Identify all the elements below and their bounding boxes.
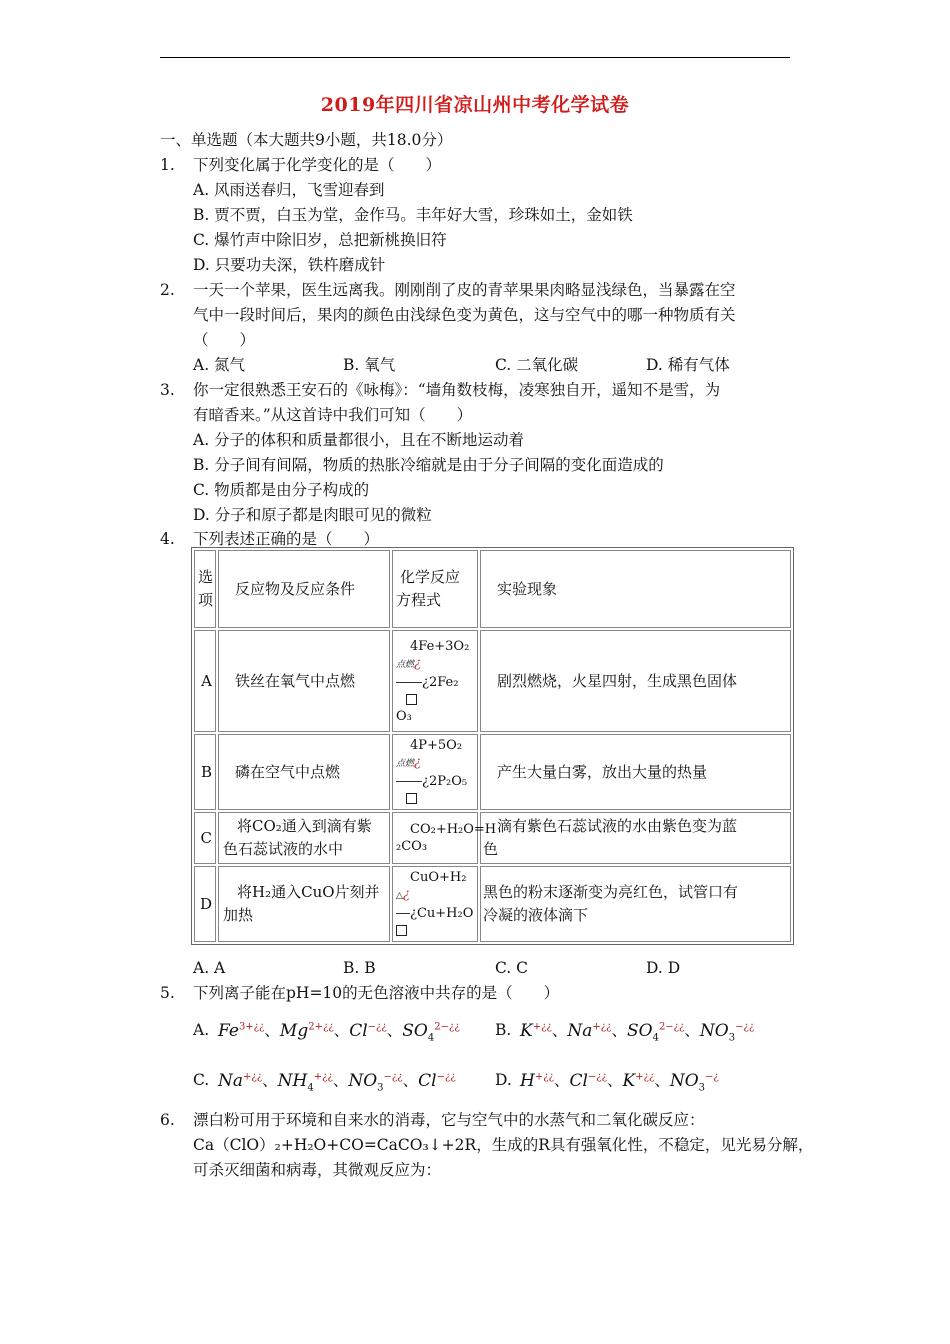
table-header-row <box>194 550 791 628</box>
ion-separator: 、 <box>386 1021 403 1040</box>
row-phenomenon <box>480 812 791 864</box>
ion-base: SO <box>402 1020 428 1041</box>
ion-base: SO <box>626 1020 653 1041</box>
ion-base: NO <box>699 1020 729 1041</box>
ion-charge: −¿¿ <box>436 1071 456 1082</box>
question-stem-line: Ca（ClO）₂+H₂O+CO=CaCO₃↓+2R，生成的R具有强氧化性，不稳定，见光易分解， <box>193 1136 814 1154</box>
equation-products: ¿2Fe₂ <box>422 674 459 690</box>
equation-arrow <box>396 886 474 939</box>
ion-charge: +¿¿ <box>635 1071 655 1082</box>
option-c-label: C. <box>193 1071 210 1089</box>
ion-charge: 2−¿¿ <box>434 1021 460 1032</box>
equation-glyph: ¿ <box>402 887 410 902</box>
header-equation <box>392 550 478 628</box>
equation-line: CO₂+H₂O=H <box>410 822 497 837</box>
question-stem: 下列变化属于化学变化的是（ ） <box>193 156 442 174</box>
option-c: C. C <box>495 959 529 977</box>
reactants-line: 色石蕊试液的水中 <box>223 840 344 858</box>
ion-formula <box>520 1021 552 1041</box>
ion-base: Cl <box>569 1070 588 1091</box>
ion-formula <box>348 1070 403 1094</box>
ion-subscript: 3 <box>377 1082 384 1094</box>
ion-formula <box>349 1021 387 1041</box>
equation-bar <box>396 781 422 782</box>
question-stem-line: （ ） <box>193 331 256 349</box>
row-option: D <box>194 866 216 942</box>
ion-charge: +¿¿ <box>534 1071 554 1082</box>
ion-formula <box>623 1071 655 1091</box>
option-d: D. 只要功夫深，铁杵磨成针 <box>193 256 386 274</box>
row-phenomenon <box>480 866 791 942</box>
option-a: A. A <box>193 959 226 977</box>
ion-base: K <box>520 1020 533 1041</box>
equation-products: ¿Cu+H₂O <box>410 906 474 921</box>
ion-base: Fe <box>218 1020 239 1041</box>
ion-formula <box>218 1071 262 1091</box>
equation-line: ₂CO₃ <box>396 839 428 854</box>
equation-tail: O₃ <box>396 708 412 724</box>
option-b: B. 氧气 <box>343 356 396 374</box>
ion-separator: 、 <box>402 1071 419 1090</box>
ion-charge: +¿¿ <box>592 1021 612 1032</box>
ion-formula <box>626 1020 685 1044</box>
question-stem-line: 一天一个苹果，医生远离我。刚刚削了皮的青苹果果肉略显浅绿色，当暴露在空 <box>193 281 736 299</box>
row-reactants: 磷在空气中点燃 <box>218 734 390 810</box>
question-stem-line: 气中一段时间后，果肉的颜色由浅绿色变为黄色，这与空气中的哪一种物质有关 <box>193 306 736 324</box>
table-row <box>194 866 791 942</box>
question-number: 2. <box>160 281 175 299</box>
ion-base: Cl <box>418 1070 437 1091</box>
option-b-label: B. <box>495 1021 512 1039</box>
question-stem: 下列离子能在pH=10的无色溶液中共存的是（ ） <box>193 984 560 1002</box>
phenomenon-line: 滴有紫色石蕊试液的水由紫色变为蓝 <box>497 817 738 835</box>
ion-separator: 、 <box>654 1071 670 1090</box>
row-reactants <box>218 866 390 942</box>
phenomenon-line: 黑色的粉末逐渐变为亮红色，试管口有 <box>483 883 739 901</box>
reaction-table <box>191 547 794 945</box>
equation-bar <box>396 682 422 683</box>
header-phenomenon: 实验现象 <box>480 550 791 628</box>
ion-separator: 、 <box>264 1021 280 1040</box>
ion-formula <box>402 1020 460 1044</box>
option-c: C. 物质都是由分子构成的 <box>193 481 370 499</box>
ion-formula <box>277 1070 333 1094</box>
phenomenon-line: 冷凝的液体滴下 <box>483 906 589 924</box>
ion-charge: −¿¿ <box>735 1021 755 1032</box>
ion-charge: 3+¿¿ <box>238 1021 265 1032</box>
option-a: A. 风雨送春归，飞雪迎春到 <box>193 181 385 199</box>
option-c: C. 爆竹声中除旧岁，总把新桃换旧符 <box>193 231 447 249</box>
ion-formula <box>567 1021 611 1041</box>
ion-base: K <box>622 1070 636 1091</box>
option-d-label: D. <box>495 1071 512 1089</box>
ion-separator: 、 <box>611 1021 627 1040</box>
row-phenomenon: 产生大量白雾，放出大量的热量 <box>480 734 791 810</box>
question-number: 4. <box>160 530 175 548</box>
ion-formula <box>669 1070 719 1094</box>
ion-formula <box>218 1021 264 1041</box>
option-b: B. B <box>343 959 376 977</box>
option-d-ions <box>520 1067 719 1098</box>
ion-subscript: 4 <box>307 1082 314 1094</box>
table-row <box>194 734 791 810</box>
question-number: 3. <box>160 381 175 399</box>
reactants-line: 将CO₂通入到滴有紫 <box>237 817 372 835</box>
ion-charge: −¿¿ <box>383 1071 403 1082</box>
reactants-line: 将H₂通入CuO片刻并 <box>237 883 380 901</box>
ion-subscript: 3 <box>728 1032 736 1044</box>
ion-charge: −¿¿ <box>367 1021 387 1032</box>
ion-formula <box>699 1020 755 1044</box>
header-option-line: 选 <box>198 568 214 586</box>
question-number: 5. <box>160 984 175 1002</box>
option-b: B. 分子间有间隔，物质的热胀冷缩就是由于分子间隔的变化面造成的 <box>193 456 664 474</box>
ion-base: NO <box>669 1070 699 1091</box>
question-stem-line: 有暗香来。”从这首诗中我们可知（ ） <box>193 406 473 424</box>
row-phenomenon: 剧烈燃烧，火星四射，生成黑色固体 <box>480 630 791 732</box>
section-heading: 一、单选题（本大题共9小题，共18.0分） <box>160 131 453 149</box>
equation-glyph: ¿ <box>414 755 421 770</box>
row-option: C <box>194 812 216 864</box>
header-reactants: 反应物及反应条件 <box>218 550 390 628</box>
table-row <box>194 812 791 864</box>
ion-subscript: 4 <box>427 1032 435 1044</box>
option-a: A. 氮气 <box>193 356 246 374</box>
ion-charge: +¿¿ <box>243 1071 263 1082</box>
option-c: C. 二氧化碳 <box>495 356 579 374</box>
option-c-ions <box>218 1067 456 1098</box>
option-a-label: A. <box>193 1021 210 1039</box>
equation-box-glyph <box>406 694 417 705</box>
ion-formula <box>520 1071 554 1091</box>
ion-subscript: 3 <box>698 1082 706 1094</box>
equation-arrow <box>396 754 474 807</box>
phenomenon-line: 色 <box>483 840 499 858</box>
ion-charge: 2−¿¿ <box>658 1021 685 1032</box>
equation-condition: △ <box>396 891 403 901</box>
equation-reactants: CuO+H₂ <box>410 870 467 885</box>
equation-bar <box>396 913 410 914</box>
row-equation <box>392 734 478 810</box>
question-stem-line: 漂白粉可用于环境和自来水的消毒，它与空气中的水蒸气和二氧化碳反应： <box>193 1111 705 1129</box>
question-stem-line: 你一定很熟悉王安石的《咏梅》：“墙角数枝梅，凌寒独自开，遥知不是雪，为 <box>193 381 721 399</box>
equation-arrow <box>396 655 474 708</box>
ion-base: H <box>520 1070 535 1091</box>
equation-reactants: 4Fe+3O₂ <box>410 638 470 654</box>
row-option: B <box>194 734 216 810</box>
option-d: D. 分子和原子都是肉眼可见的微粒 <box>193 506 432 524</box>
question-number: 1. <box>160 156 175 174</box>
equation-box-glyph <box>396 925 407 936</box>
ion-charge: 2+¿¿ <box>308 1021 334 1032</box>
ion-separator: 、 <box>333 1021 350 1040</box>
ion-base: NO <box>348 1070 378 1091</box>
header-equation-line: 化学反应 <box>400 568 461 586</box>
ion-base: Cl <box>349 1020 368 1041</box>
ion-separator: 、 <box>684 1021 700 1040</box>
ion-charge: −¿ <box>705 1071 719 1082</box>
question-stem-line: 可杀灭细菌和病毒，其微观反应为： <box>193 1161 442 1179</box>
ion-base: NH <box>277 1070 308 1091</box>
equation-glyph: ¿ <box>414 655 421 671</box>
row-equation <box>392 866 478 942</box>
table-row <box>194 630 791 732</box>
equation-products: ¿2P₂O₅ <box>422 774 468 789</box>
header-option-line: 项 <box>198 591 214 609</box>
ion-charge: +¿¿ <box>313 1071 333 1082</box>
row-reactants: 铁丝在氧气中点燃 <box>218 630 390 732</box>
reactants-line: 加热 <box>223 906 254 924</box>
ion-separator: 、 <box>551 1021 568 1040</box>
ion-base: Na <box>567 1020 593 1041</box>
ion-charge: +¿¿ <box>532 1021 552 1032</box>
ion-base: Mg <box>279 1020 309 1041</box>
header-equation-line: 方程式 <box>396 591 442 609</box>
option-b: B. 贾不贾，白玉为堂，金作马。丰年好大雪，珍珠如土，金如铁 <box>193 206 633 224</box>
ion-subscript: 4 <box>652 1032 659 1044</box>
option-a-ions <box>218 1017 460 1048</box>
row-equation <box>392 630 478 732</box>
option-d: D. 稀有气体 <box>646 356 730 374</box>
row-equation <box>392 812 497 864</box>
header-option <box>194 550 216 628</box>
equation-reactants: 4P+5O₂ <box>410 738 463 753</box>
ion-base: Na <box>218 1070 244 1091</box>
ion-separator: 、 <box>332 1071 349 1090</box>
ion-separator: 、 <box>553 1071 570 1090</box>
option-d: D. D <box>646 959 681 977</box>
row-option: A <box>194 630 216 732</box>
option-a: A. 分子的体积和质量都很小，且在不断地运动着 <box>193 431 525 449</box>
question-number: 6. <box>160 1111 175 1129</box>
ion-separator: 、 <box>262 1071 278 1090</box>
ion-formula <box>569 1071 607 1091</box>
equation-condition: 点燃 <box>396 759 415 769</box>
option-b-ions <box>520 1017 754 1048</box>
ion-formula <box>418 1071 456 1091</box>
ion-charge: −¿¿ <box>587 1071 608 1082</box>
equation-box-glyph <box>406 793 417 804</box>
row-reactants <box>218 812 390 864</box>
header-rule <box>160 57 790 58</box>
question-stem: 下列表述正确的是（ ） <box>193 530 380 548</box>
ion-separator: 、 <box>607 1071 623 1090</box>
equation-condition: 点燃 <box>396 659 415 670</box>
page-title: 2019年四川省凉山州中考化学试卷 <box>320 94 630 116</box>
ion-formula <box>280 1021 334 1041</box>
